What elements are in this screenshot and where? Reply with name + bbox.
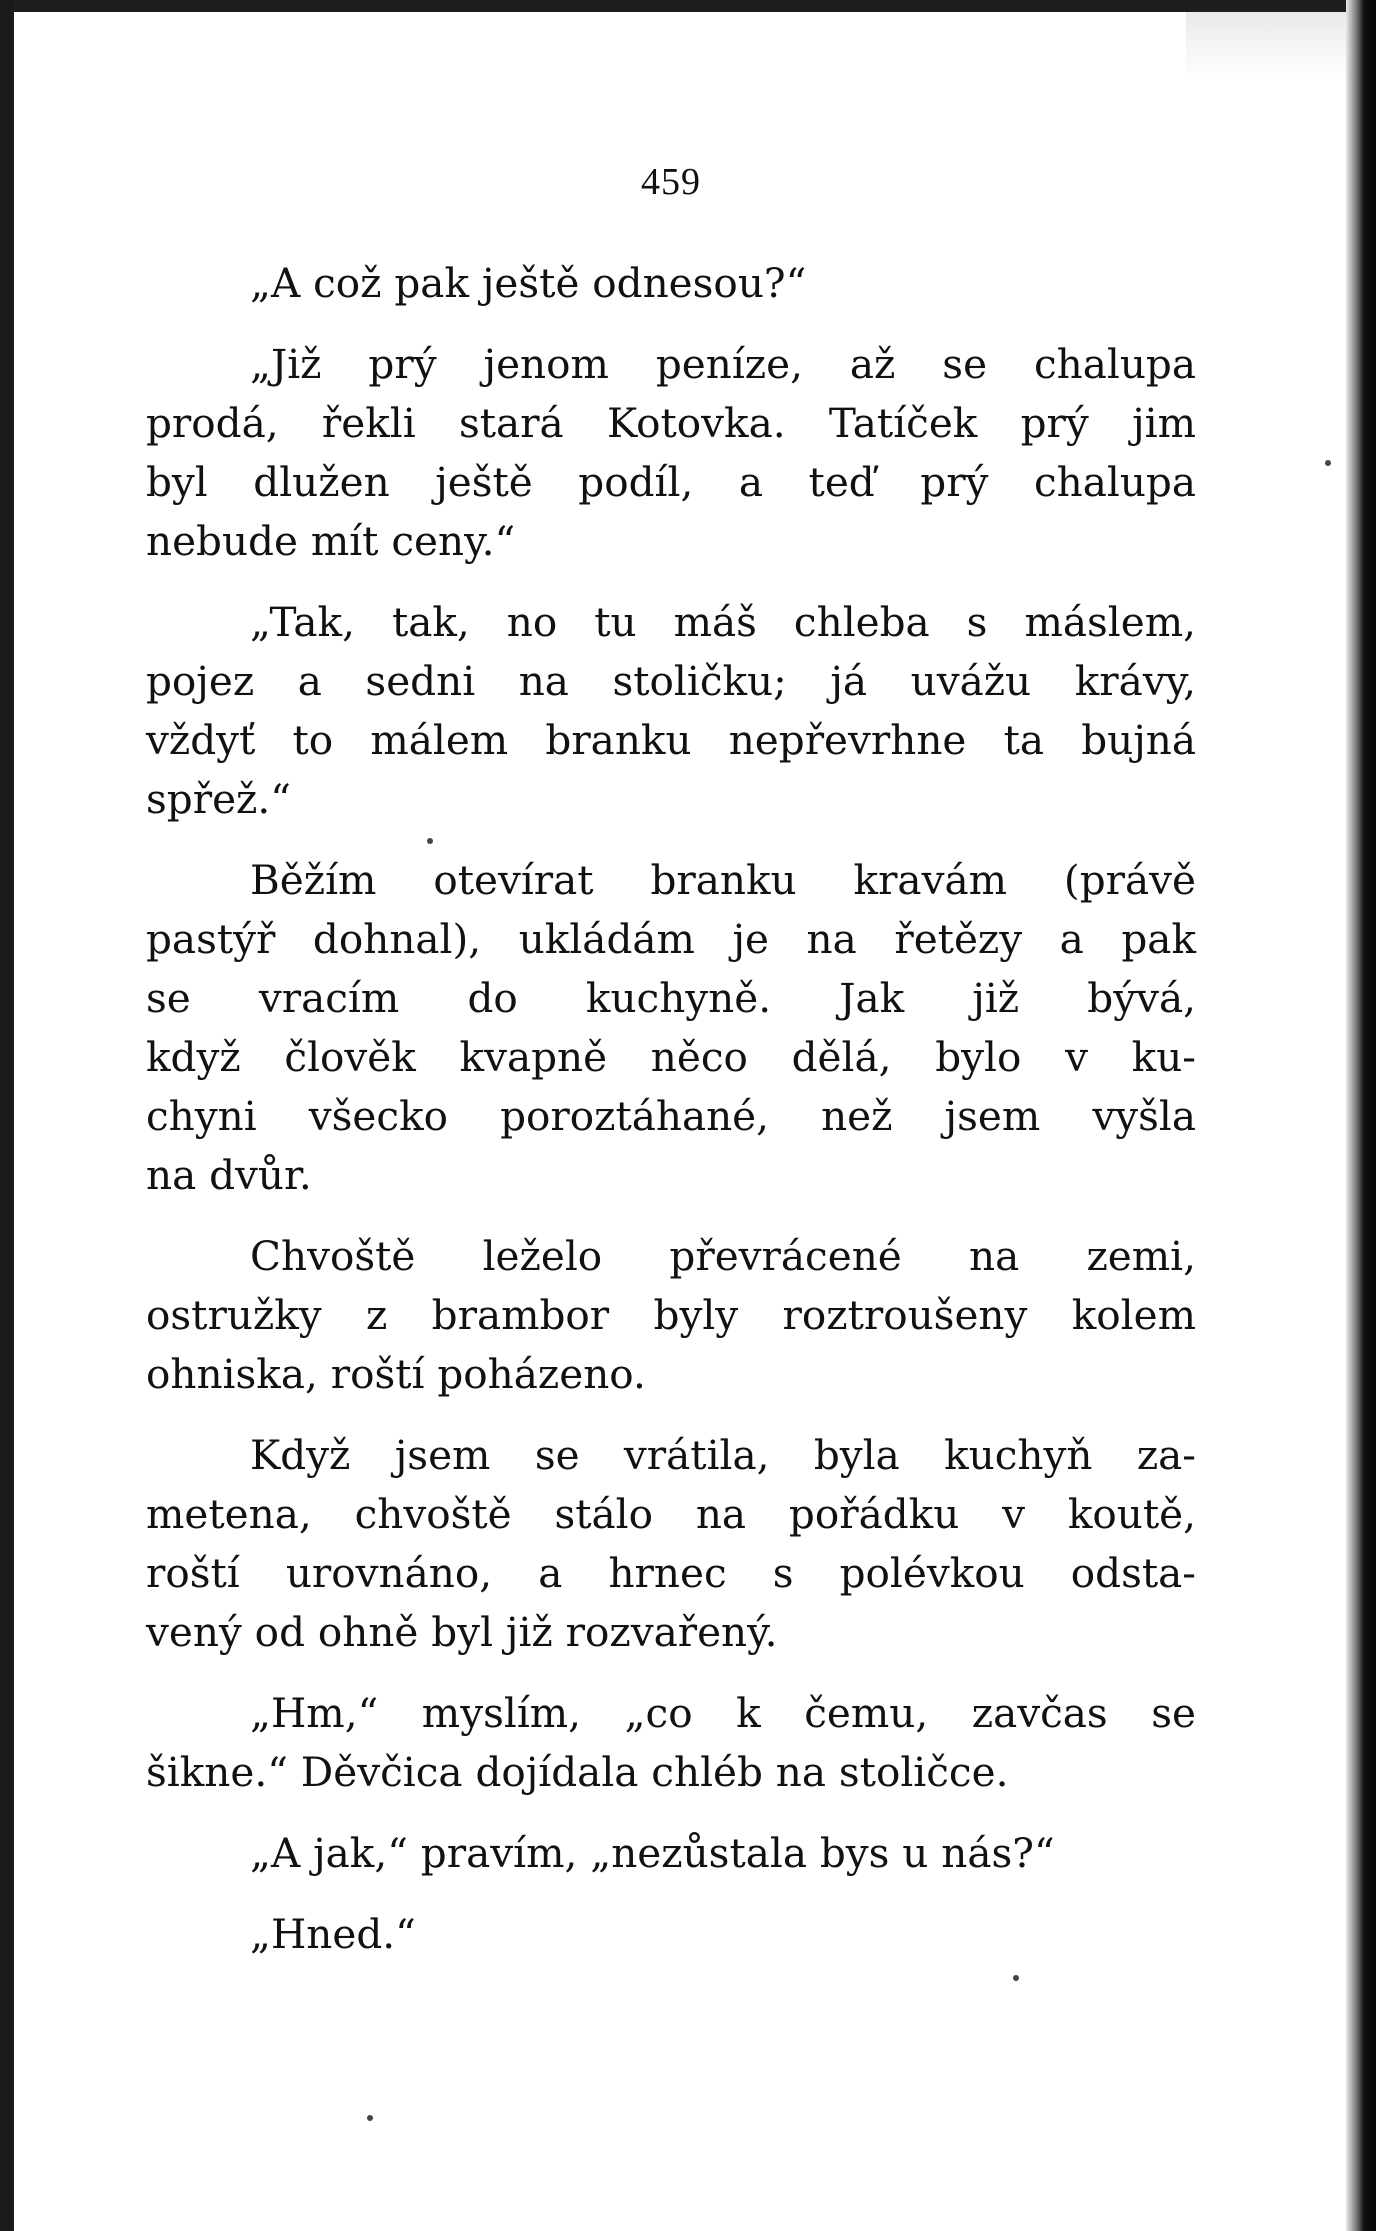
scan-edge-top <box>0 0 1376 12</box>
text-line: pojez a sedni na stoličku; já uvážu krávy, <box>146 657 1196 705</box>
text-line: chyni všecko poroztáhané, než jsem vyšla <box>146 1092 1196 1140</box>
text-line: pastýř dohnal), ukládám je na řetězy a pak <box>146 915 1196 963</box>
scan-edge-right <box>1346 0 1376 2231</box>
text-line: ostružky z brambor byly roztroušeny kolem <box>146 1291 1196 1339</box>
text-line: když člověk kvapně něco dělá, bylo v ku- <box>146 1033 1196 1081</box>
text-line: metena, chvoště stálo na pořádku v koutě, <box>146 1490 1196 1538</box>
paragraph <box>146 1426 1196 1662</box>
page-number: 459 <box>641 161 701 203</box>
text-line: šikne.“ Děvčica dojídala chléb na stoličce. <box>146 1748 1009 1796</box>
text-line: spřež.“ <box>146 775 291 823</box>
text-line: vždyť to málem branku nepřevrhne ta bujná <box>146 716 1196 764</box>
text-line: Když jsem se vrátila, byla kuchyň za- <box>250 1431 1196 1479</box>
speck <box>367 2115 373 2121</box>
book-page <box>146 150 1196 1986</box>
text-line: Běžím otevírat branku kravám (právě <box>250 856 1196 904</box>
text-line: nebude mít ceny.“ <box>146 517 516 565</box>
text-line: vený od ohně byl již rozvařený. <box>146 1608 778 1656</box>
text-line: „Hned.“ <box>250 1910 416 1958</box>
scan-shadow-corner <box>1186 12 1346 82</box>
text-line: „Hm,“ myslím, „co k čemu, zavčas se <box>250 1689 1196 1737</box>
paragraph <box>146 1684 1196 1802</box>
paragraph <box>146 1824 1196 1883</box>
text-line: „A což pak ještě odnesou?“ <box>250 259 807 307</box>
paragraph <box>146 851 1196 1205</box>
text-line: „Tak, tak, no tu máš chleba s máslem, <box>250 598 1196 646</box>
text-line: roští urovnáno, a hrnec s polévkou odsta- <box>146 1549 1196 1597</box>
text-line: na dvůr. <box>146 1151 312 1199</box>
paragraph <box>146 254 1196 313</box>
paragraph <box>146 1227 1196 1404</box>
text-line: „Již prý jenom peníze, až se chalupa <box>250 340 1196 388</box>
text-line: ohniska, roští poházeno. <box>146 1350 646 1398</box>
text-line: se vracím do kuchyně. Jak již bývá, <box>146 974 1196 1022</box>
paragraph <box>146 335 1196 571</box>
speck <box>1325 460 1331 466</box>
text-line: prodá, řekli stará Kotovka. Tatíček prý jim <box>146 399 1196 447</box>
text-line: „A jak,“ pravím, „nezůstala bys u nás?“ <box>250 1829 1055 1877</box>
text-line: byl dlužen ještě podíl, a teď prý chalupa <box>146 458 1196 506</box>
paragraph <box>146 593 1196 829</box>
text-line: Chvoště leželo převrácené na zemi, <box>250 1232 1196 1280</box>
paragraph <box>146 1905 1196 1964</box>
scan-edge-left <box>0 0 14 2231</box>
